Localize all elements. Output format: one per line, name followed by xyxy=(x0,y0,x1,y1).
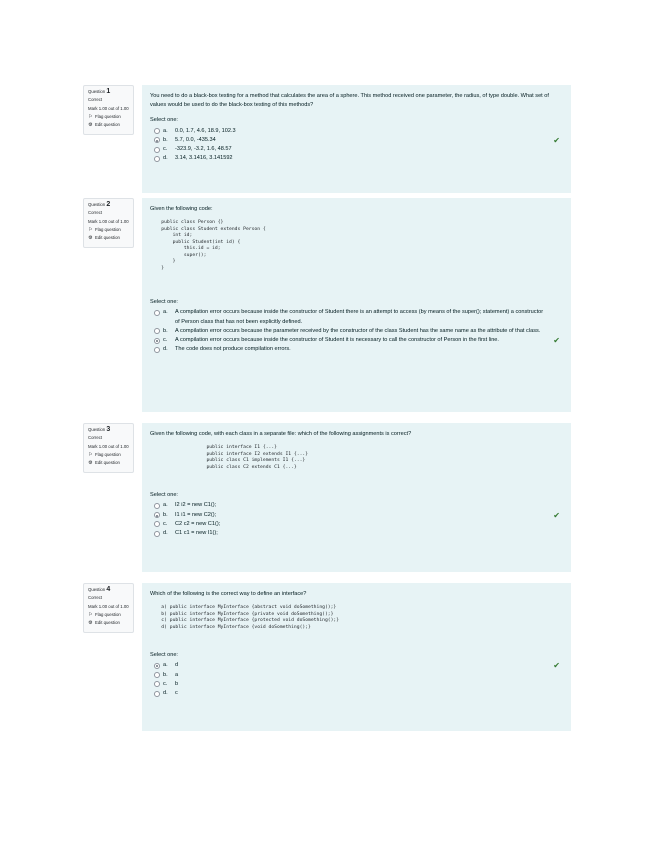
edit-question-link[interactable]: ⚙ Edit question xyxy=(88,234,120,241)
question-content xyxy=(142,85,571,193)
flag-question-link[interactable]: ⚐ Flag question xyxy=(88,612,121,619)
answer-option-a[interactable]: a. d ✔ xyxy=(150,661,562,670)
radio-button[interactable] xyxy=(154,310,160,316)
answer-option-a[interactable]: a. I2 i2 = new C1(); xyxy=(150,501,562,510)
question-number: Question 4 xyxy=(88,586,111,593)
answer-option-b[interactable]: b. a xyxy=(150,671,562,680)
radio-button[interactable] xyxy=(154,663,160,669)
question-content xyxy=(142,198,571,412)
code-snippet: public class Person {} public class Student extends Person { int id; public Student(int id) { this.id = id; super(); } } xyxy=(161,220,266,271)
question-text: You need to do a black-box testing for a method that calculates the area of a sphere. This method received one parameter, the radius, of type double. What set of values would be used to do the black-box testing of this methods? xyxy=(150,93,549,109)
code-snippet: a) public interface MyInterface {abstract void doSomething();} b) public interface MyInterface {private void doSomething();} c) public interface MyInterface {protected void doSomething();} d) public interface MyInterface {void doSomething();} xyxy=(161,605,340,630)
question-text: Given the following code, with each class in a separate file: which of the following assignments is correct? xyxy=(150,431,412,437)
gear-icon: ⚙ xyxy=(88,619,93,626)
code-snippet: public interface I1 {...} public interface I2 extends I1 {...} public class C1 implements I1 {...} public class C2 extends C1 {...} xyxy=(206,445,309,470)
answer-option-d[interactable]: d. c xyxy=(150,689,562,698)
gear-icon: ⚙ xyxy=(88,459,93,466)
radio-button[interactable] xyxy=(154,347,160,353)
answer-option-c[interactable]: c. A compilation error occurs because inside the constructor of Student it is necessary to call the constructor of Person in the first line. ✔ xyxy=(150,336,562,345)
answer-option-b[interactable]: b. I1 i1 = new C2(); ✔ xyxy=(150,511,562,520)
radio-button[interactable] xyxy=(154,672,160,678)
radio-button[interactable] xyxy=(154,691,160,697)
select-one-prompt: Select one: xyxy=(150,492,178,499)
answer-option-a[interactable]: a. A compilation error occurs because inside the constructor of Student there is an attempt to access (by means of the super(); statement) a constructor of Person class that has not been explicitly defined. xyxy=(150,308,562,326)
question-number: Question 3 xyxy=(88,426,111,433)
question-grade: Mark 1.00 out of 1.00 xyxy=(88,105,129,111)
select-one-prompt: Select one: xyxy=(150,117,178,124)
answer-option-c[interactable]: c. b xyxy=(150,680,562,689)
question-grade: Mark 1.00 out of 1.00 xyxy=(88,603,129,609)
answer-option-c[interactable]: c. C2 c2 = new C1(); xyxy=(150,520,562,529)
question-content xyxy=(142,423,571,572)
radio-button[interactable] xyxy=(154,512,160,518)
flag-question-link[interactable]: ⚐ Flag question xyxy=(88,452,121,459)
question-state: Correct xyxy=(88,595,103,601)
flag-question-link[interactable]: ⚐ Flag question xyxy=(88,114,121,121)
question-text: Given the following code: xyxy=(150,206,213,212)
question-text: Which of the following is the correct way to define an interface? xyxy=(150,591,307,597)
question-state: Correct xyxy=(88,210,103,216)
answer-options xyxy=(150,501,562,538)
flag-icon: ⚐ xyxy=(88,114,93,121)
question-state: Correct xyxy=(88,97,103,103)
answer-options xyxy=(150,308,562,354)
question-grade: Mark 1.00 out of 1.00 xyxy=(88,443,129,449)
question-number: Question 1 xyxy=(88,88,111,95)
radio-button[interactable] xyxy=(154,521,160,527)
answer-option-a[interactable]: a. 0.0, 1.7, 4.6, 18.9, 102.3 xyxy=(150,127,562,136)
radio-button[interactable] xyxy=(154,503,160,509)
flag-icon: ⚐ xyxy=(88,612,93,619)
question-info xyxy=(83,198,134,248)
radio-button[interactable] xyxy=(154,156,160,162)
radio-button[interactable] xyxy=(154,681,160,687)
radio-button[interactable] xyxy=(154,328,160,334)
check-icon: ✔ xyxy=(553,661,560,671)
radio-button[interactable] xyxy=(154,147,160,153)
flag-icon: ⚐ xyxy=(88,452,93,459)
radio-button[interactable] xyxy=(154,531,160,537)
select-one-prompt: Select one: xyxy=(150,652,178,659)
check-icon: ✔ xyxy=(553,336,560,346)
answer-options xyxy=(150,661,562,698)
question-state: Correct xyxy=(88,435,103,441)
answer-option-b[interactable]: b. 5.7, 0.0, -435.34 ✔ xyxy=(150,136,562,145)
flag-question-link[interactable]: ⚐ Flag question xyxy=(88,227,121,234)
question-content xyxy=(142,583,571,731)
answer-option-d[interactable]: d. The code does not produce compilation errors. xyxy=(150,345,562,354)
gear-icon: ⚙ xyxy=(88,121,93,128)
flag-icon: ⚐ xyxy=(88,227,93,234)
select-one-prompt: Select one: xyxy=(150,299,178,306)
question-info xyxy=(83,423,134,473)
check-icon: ✔ xyxy=(553,510,560,520)
answer-option-b[interactable]: b. A compilation error occurs because the parameter received by the constructor of the class Student has the same name as the attribute of that class. xyxy=(150,327,562,336)
radio-button[interactable] xyxy=(154,128,160,134)
question-info xyxy=(83,583,134,633)
edit-question-link[interactable]: ⚙ Edit question xyxy=(88,459,120,466)
radio-button[interactable] xyxy=(154,137,160,143)
question-grade: Mark 1.00 out of 1.00 xyxy=(88,218,129,224)
answer-options xyxy=(150,127,562,164)
radio-button[interactable] xyxy=(154,338,160,344)
answer-option-d[interactable]: d. C1 c1 = new I1(); xyxy=(150,529,562,538)
question-number: Question 2 xyxy=(88,201,111,208)
edit-question-link[interactable]: ⚙ Edit question xyxy=(88,121,120,128)
answer-option-c[interactable]: c. -323.9, -3.2, 1.6, 48.57 xyxy=(150,145,562,154)
check-icon: ✔ xyxy=(553,135,560,145)
answer-option-d[interactable]: d. 3.14, 3.1416, 3.141592 xyxy=(150,154,562,163)
gear-icon: ⚙ xyxy=(88,234,93,241)
question-info xyxy=(83,85,134,135)
edit-question-link[interactable]: ⚙ Edit question xyxy=(88,619,120,626)
